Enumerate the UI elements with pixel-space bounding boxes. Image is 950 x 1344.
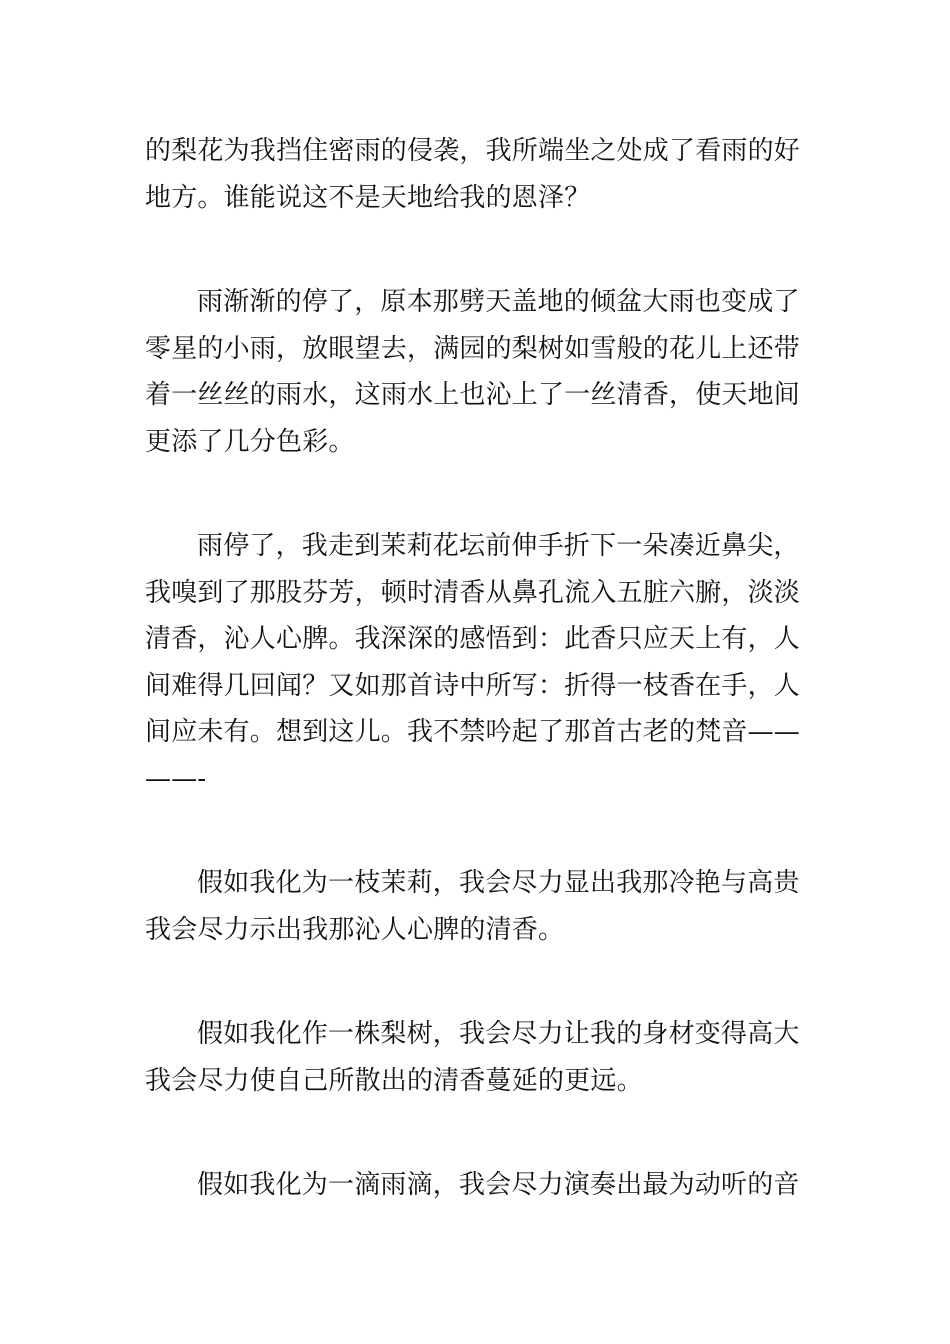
paragraph-1 [145,128,810,221]
document-body [145,128,810,1267]
paragraph-6 [145,1162,810,1209]
text-line: 间难得几回闻？又如那首诗中所写：折得一枝香在手，人 [145,670,801,701]
text-line: 我嗅到了那股芬芳，顿时清香从鼻孔流入五脏六腑，淡淡 [145,577,801,608]
paragraph-3 [145,523,810,802]
text-line: 假如我化作一株梨树，我会尽力让我的身材变得高大 [197,1019,800,1049]
text-line: 着一丝丝的雨水，这雨水上也沁上了一丝清香，使天地间 [145,380,801,410]
text-line: 的梨花为我挡住密雨的侵袭，我所端坐之处成了看雨的好 [145,136,801,166]
text-line: 雨渐渐的停了，原本那劈天盖地的倾盆大雨也变成了 [197,287,800,317]
text-line: 假如我化为一枝茉莉，我会尽力显出我那冷艳与高贵 [197,868,800,898]
text-line: 零星的小雨，放眼望去，满园的梨树如雪般的花儿上还带 [145,333,801,364]
paragraph-5 [145,1011,810,1104]
text-line: 雨停了，我走到茉莉花坛前伸手折下一朵凑近鼻尖， [197,531,800,561]
text-line: 清香，沁人心脾。我深深的感悟到：此香只应天上有，人 [145,624,801,654]
text-line: 地方。谁能说这不是天地给我的恩泽？ [145,182,591,213]
text-line: 我会尽力示出我那沁人心脾的清香。 [145,914,565,945]
paragraph-2 [145,279,810,465]
text-line: 间应未有。想到这儿。我不禁吟起了那首古老的梵音—— [145,717,801,747]
paragraph-4 [145,860,810,953]
text-line: 我会尽力使自己所散出的清香蔓延的更远。 [145,1065,643,1096]
text-line: 假如我化为一滴雨滴，我会尽力演奏出最为动听的音 [197,1170,800,1200]
text-line: ——- [145,763,207,794]
text-line: 更添了几分色彩。 [145,426,355,457]
